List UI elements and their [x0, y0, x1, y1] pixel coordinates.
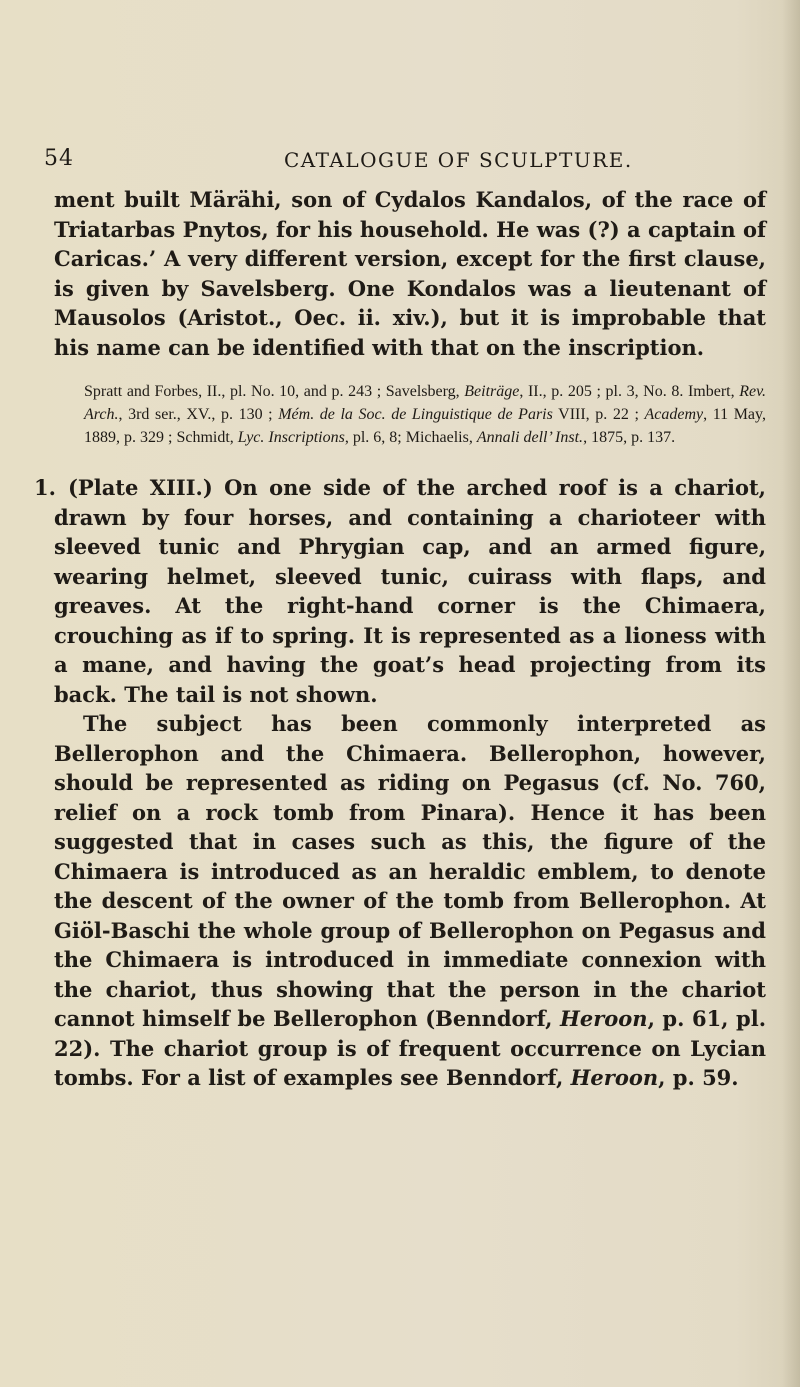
ref-text: , II., p. 205 ; pl. 3, No. 8. Imbert, — [519, 383, 740, 400]
ref-title: Mém. de la Soc. de Linguistique de Paris — [278, 406, 553, 423]
continuation-paragraph: ment built Märähi, son of Cydalos Kandalos, of the race of Triatarbas Pnytos, for his household. He was (?) a captain of Caricas.’ A very different version, except for the first clause, is given by Savelsberg. One Kondalos was a lieutenant of Mausolos (Aristot., Oec. ii. xiv.), but it is improbable that his name can be identified with that on the inscription. — [54, 187, 766, 360]
ref-title: Annali dell’ Inst. — [476, 429, 584, 446]
text-block — [34, 185, 766, 1093]
ref-title: Rev. Arch. — [84, 383, 766, 423]
ref-text: , 1875, p. 137. — [583, 429, 676, 446]
bibliography-references — [84, 380, 766, 449]
ref-title: Academy — [644, 406, 704, 423]
page-edge-shadow — [782, 0, 800, 1387]
ref-text: VIII, p. 22 ; — [552, 406, 645, 423]
entry-second-paragraph — [54, 709, 766, 1093]
entry-description: (Plate XIII.) On one side of the arched roof is a chariot, drawn by four horses, and containing a charioteer with sleeved tunic and Phrygian cap, and an armed figure, wearing helmet, sleeved tunic, cuirass with flaps, and greaves. At the right-hand corner is the Chimaera, crouching as if to spring. It is represented as a lioness with a mane, and having the goat’s head projecting from its back. The tail is not shown. — [54, 475, 766, 707]
ref-text: , 11 May, 1889, p. 329 ; Schmidt, — [84, 406, 766, 446]
entry-text: , p. 59. — [658, 1065, 739, 1090]
ref-text: , pl. 6, 8; Michaelis, — [344, 429, 477, 446]
ref-text: Spratt and Forbes, II., pl. No. 10, and p. 243 ; Savelsberg, — [84, 383, 465, 400]
running-title: CATALOGUE OF SCULPTURE. — [284, 148, 633, 172]
ref-text: , 3rd ser., XV., p. 130 ; — [118, 406, 279, 423]
catalogue-entry — [34, 473, 766, 1093]
entry-citation-title: Heroon — [560, 1006, 648, 1031]
entry-number: 1. — [34, 475, 56, 500]
ref-title: Beiträge — [464, 383, 520, 400]
page-header — [44, 146, 764, 176]
entry-text: , p. 61, pl. 22). The chariot group is of frequent occurrence on Lycian tombs. For a list of examples see Benndorf, — [54, 1006, 766, 1090]
page-number: 54 — [44, 146, 74, 171]
ref-title: Lyc. Inscriptions — [237, 429, 345, 446]
entry-citation-title: Heroon — [570, 1065, 659, 1090]
entry-first-paragraph — [34, 473, 766, 709]
entry-text: The subject has been commonly interpreted as Bellerophon and the Chimaera. Bellerophon, however, should be represented as riding on Pegasus (cf. No. 760, relief on a rock tomb from Pinara). Hence it has been suggested that in cases such as this, the figure of the Chimaera is introduced as an heraldic emblem, to denote the descent of the owner of the tomb from Bellerophon. At Giöl-Baschi the whole group of Bellerophon on Pegasus and the Chimaera is introduced in immediate connexion with the chariot, thus showing that the person in the chariot cannot himself be Bellerophon (Benndorf, — [54, 711, 766, 1031]
